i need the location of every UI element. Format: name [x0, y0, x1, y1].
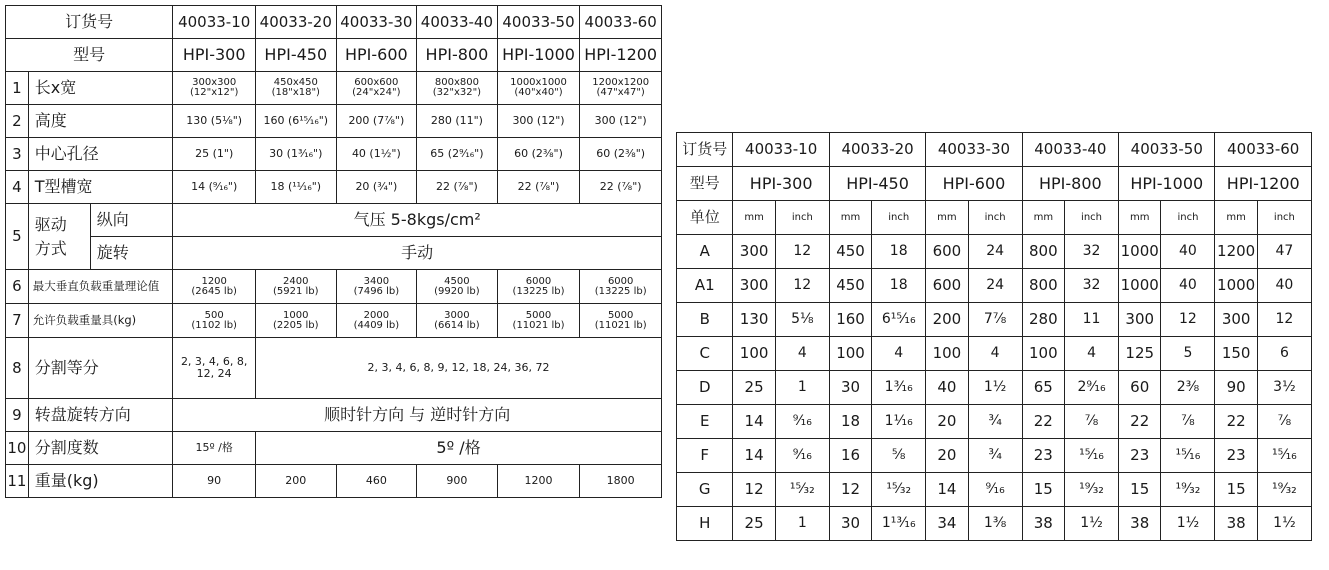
- model-row: [6, 39, 662, 72]
- allowed-load-cell: 5000 (11021 lb): [497, 304, 580, 338]
- dim-mm-cell: 800: [1022, 235, 1064, 269]
- spec-row-allowed-load: [6, 304, 662, 338]
- dim-mm-cell: 23: [1119, 439, 1161, 473]
- dim-mm-cell: 125: [1119, 337, 1161, 371]
- dim-order-cell: 40033-30: [926, 133, 1022, 167]
- dim-mm-cell: 160: [829, 303, 871, 337]
- dim-inch-cell: 1¹⁄₁₆: [872, 405, 926, 439]
- dim-inch-cell: 47: [1257, 235, 1311, 269]
- allowed-load-cell: 5000 (11021 lb): [580, 304, 662, 338]
- unit-inch: inch: [872, 201, 926, 235]
- dim-order-cell: 40033-20: [829, 133, 925, 167]
- dim-mm-cell: 14: [926, 473, 968, 507]
- dim-inch-cell: 40: [1161, 235, 1215, 269]
- dim-inch-cell: 11: [1064, 303, 1118, 337]
- dim-row-label: E: [677, 405, 733, 439]
- size-cell: 300x300 (12"x12"): [173, 72, 256, 105]
- height-cell: 130 (5⅛"): [173, 105, 256, 138]
- dim-mm-cell: 40: [926, 371, 968, 405]
- dim-inch-cell: ¹⁹⁄₃₂: [1161, 473, 1215, 507]
- dim-mm-cell: 15: [1022, 473, 1064, 507]
- row-label: 分割等分: [28, 338, 173, 399]
- row-label: T型槽宽: [28, 171, 173, 204]
- dim-mm-cell: 14: [733, 405, 775, 439]
- order-no-label: 订货号: [6, 6, 173, 39]
- height-cell: 300 (12"): [580, 105, 662, 138]
- dim-mm-cell: 100: [926, 337, 968, 371]
- dim-row-label: A1: [677, 269, 733, 303]
- dim-inch-cell: 1: [775, 371, 829, 405]
- row-label: 分割度数: [28, 432, 173, 465]
- dim-mm-cell: 15: [1215, 473, 1257, 507]
- dim-mm-cell: 65: [1022, 371, 1064, 405]
- dim-row-label: H: [677, 507, 733, 541]
- dim-model-cell: HPI-450: [829, 167, 925, 201]
- dim-inch-cell: 12: [1161, 303, 1215, 337]
- spec-row-weight: [6, 465, 662, 498]
- dim-model-cell: HPI-1000: [1119, 167, 1215, 201]
- unit-mm: mm: [733, 201, 775, 235]
- dim-mm-cell: 300: [1119, 303, 1161, 337]
- tslot-cell: 18 (¹¹⁄₁₆"): [256, 171, 337, 204]
- unit-mm: mm: [926, 201, 968, 235]
- dim-mm-cell: 60: [1119, 371, 1161, 405]
- load-cell: 3400 (7496 lb): [336, 270, 417, 304]
- dim-inch-cell: ⁹⁄₁₆: [775, 439, 829, 473]
- unit-mm: mm: [829, 201, 871, 235]
- dim-inch-cell: 2⁹⁄₁₆: [1064, 371, 1118, 405]
- dim-mm-cell: 38: [1119, 507, 1161, 541]
- order-no-cell: 40033-40: [417, 6, 498, 39]
- dim-order-cell: 40033-40: [1022, 133, 1118, 167]
- dim-mm-cell: 38: [1215, 507, 1257, 541]
- size-cell: 450x450 (18"x18"): [256, 72, 337, 105]
- dim-inch-cell: 12: [1257, 303, 1311, 337]
- dim-inch-cell: ¾: [968, 439, 1022, 473]
- model-label: 型号: [6, 39, 173, 72]
- dim-inch-cell: 24: [968, 235, 1022, 269]
- dim-inch-cell: 6¹⁵⁄₁₆: [872, 303, 926, 337]
- dim-order-cell: 40033-50: [1119, 133, 1215, 167]
- tslot-cell: 22 (⅞"): [497, 171, 580, 204]
- dim-mm-cell: 12: [733, 473, 775, 507]
- dim-unit-label: 单位: [677, 201, 733, 235]
- dim-mm-cell: 100: [1022, 337, 1064, 371]
- model-cell: HPI-450: [256, 39, 337, 72]
- dim-mm-cell: 22: [1022, 405, 1064, 439]
- dim-row-label: C: [677, 337, 733, 371]
- dim-mm-cell: 450: [829, 269, 871, 303]
- dim-inch-cell: ¹⁹⁄₃₂: [1064, 473, 1118, 507]
- dim-mm-cell: 1200: [1215, 235, 1257, 269]
- size-cell: 600x600 (24"x24"): [336, 72, 417, 105]
- dim-mm-cell: 150: [1215, 337, 1257, 371]
- unit-mm: mm: [1022, 201, 1064, 235]
- dim-mm-cell: 22: [1215, 405, 1257, 439]
- dim-inch-cell: 32: [1064, 269, 1118, 303]
- dim-inch-cell: 4: [1064, 337, 1118, 371]
- dim-inch-cell: ¹⁵⁄₃₂: [872, 473, 926, 507]
- dim-inch-cell: 1½: [1064, 507, 1118, 541]
- dim-inch-cell: 12: [775, 235, 829, 269]
- dim-inch-cell: 1³⁄₁₆: [872, 371, 926, 405]
- model-cell: HPI-600: [336, 39, 417, 72]
- dim-inch-cell: ⅝: [872, 439, 926, 473]
- dim-inch-cell: 32: [1064, 235, 1118, 269]
- dim-order-cell: 40033-60: [1215, 133, 1312, 167]
- dim-row: [677, 269, 1312, 303]
- weight-cell: 1200: [497, 465, 580, 498]
- load-cell: 4500 (9920 lb): [417, 270, 498, 304]
- dim-mm-cell: 130: [733, 303, 775, 337]
- unit-inch: inch: [968, 201, 1022, 235]
- dim-mm-cell: 12: [829, 473, 871, 507]
- spec-row-center-hole: [6, 138, 662, 171]
- row-label: 允许负载重量具(kg): [28, 304, 173, 338]
- height-cell: 300 (12"): [497, 105, 580, 138]
- dim-inch-cell: ⁹⁄₁₆: [968, 473, 1022, 507]
- dim-mm-cell: 30: [829, 507, 871, 541]
- dim-model-cell: HPI-800: [1022, 167, 1118, 201]
- weight-cell: 1800: [580, 465, 662, 498]
- dim-inch-cell: ¹⁵⁄₁₆: [1064, 439, 1118, 473]
- dim-mm-cell: 16: [829, 439, 871, 473]
- dim-inch-cell: 1¹³⁄₁₆: [872, 507, 926, 541]
- row-index: 6: [6, 270, 29, 304]
- dim-mm-cell: 23: [1022, 439, 1064, 473]
- center-hole-cell: 30 (1³⁄₁₆"): [256, 138, 337, 171]
- center-hole-cell: 25 (1"): [173, 138, 256, 171]
- row-label: 高度: [28, 105, 173, 138]
- dim-row: [677, 337, 1312, 371]
- center-hole-cell: 40 (1½"): [336, 138, 417, 171]
- dim-model-label: 型号: [677, 167, 733, 201]
- dim-mm-cell: 280: [1022, 303, 1064, 337]
- dim-row: [677, 371, 1312, 405]
- dim-row: [677, 235, 1312, 269]
- dimension-table: [676, 132, 1312, 541]
- dim-model-cell: HPI-300: [733, 167, 829, 201]
- dim-inch-cell: 18: [872, 269, 926, 303]
- dim-mm-cell: 450: [829, 235, 871, 269]
- model-cell: HPI-300: [173, 39, 256, 72]
- dim-row-label: G: [677, 473, 733, 507]
- model-cell: HPI-1200: [580, 39, 662, 72]
- spec-table: [5, 5, 662, 498]
- center-hole-cell: 60 (2⅜"): [580, 138, 662, 171]
- weight-cell: 900: [417, 465, 498, 498]
- dim-mm-cell: 800: [1022, 269, 1064, 303]
- row-index: 9: [6, 399, 29, 432]
- dim-inch-cell: ⅞: [1161, 405, 1215, 439]
- dim-mm-cell: 15: [1119, 473, 1161, 507]
- dim-mm-cell: 38: [1022, 507, 1064, 541]
- order-no-row: [6, 6, 662, 39]
- divisions-first: 2, 3, 4, 6, 8, 12, 24: [173, 338, 256, 399]
- dim-model-cell: HPI-1200: [1215, 167, 1312, 201]
- dim-order-label: 订货号: [677, 133, 733, 167]
- dim-mm-cell: 300: [733, 269, 775, 303]
- dim-mm-cell: 1000: [1119, 235, 1161, 269]
- drive-value: 气压 5-8kgs/cm²: [173, 204, 662, 237]
- dim-inch-cell: 4: [775, 337, 829, 371]
- dim-mm-cell: 100: [829, 337, 871, 371]
- tslot-cell: 22 (⅞"): [417, 171, 498, 204]
- dim-mm-cell: 600: [926, 269, 968, 303]
- row-index: 11: [6, 465, 29, 498]
- row-index: 3: [6, 138, 29, 171]
- dim-row: [677, 303, 1312, 337]
- dim-mm-cell: 30: [829, 371, 871, 405]
- dim-mm-cell: 23: [1215, 439, 1257, 473]
- dim-inch-cell: ⅞: [1064, 405, 1118, 439]
- tslot-cell: 22 (⅞"): [580, 171, 662, 204]
- dim-mm-cell: 18: [829, 405, 871, 439]
- size-cell: 1000x1000 (40"x40"): [497, 72, 580, 105]
- dim-model-cell: HPI-600: [926, 167, 1022, 201]
- dim-mm-cell: 300: [1215, 303, 1257, 337]
- dim-mm-cell: 90: [1215, 371, 1257, 405]
- dim-inch-cell: ¹⁹⁄₃₂: [1257, 473, 1311, 507]
- load-cell: 2400 (5921 lb): [256, 270, 337, 304]
- load-cell: 6000 (13225 lb): [580, 270, 662, 304]
- dim-inch-cell: 4: [872, 337, 926, 371]
- dim-inch-cell: ¹⁵⁄₃₂: [775, 473, 829, 507]
- tslot-cell: 14 (⁹⁄₁₆"): [173, 171, 256, 204]
- row-label: 转盘旋转方向: [28, 399, 173, 432]
- height-cell: 160 (6¹⁵⁄₁₆"): [256, 105, 337, 138]
- center-hole-cell: 60 (2⅜"): [497, 138, 580, 171]
- dim-inch-cell: 1½: [1257, 507, 1311, 541]
- spec-row-rotation: [6, 399, 662, 432]
- order-no-cell: 40033-20: [256, 6, 337, 39]
- row-label: 长x宽: [28, 72, 173, 105]
- spec-row-max-load: [6, 270, 662, 304]
- row-index: 7: [6, 304, 29, 338]
- dim-mm-cell: 1000: [1119, 269, 1161, 303]
- height-cell: 200 (7⅞"): [336, 105, 417, 138]
- dim-mm-cell: 200: [926, 303, 968, 337]
- row-label: 中心孔径: [28, 138, 173, 171]
- unit-mm: mm: [1119, 201, 1161, 235]
- degree-rest: 5º /格: [256, 432, 662, 465]
- dim-inch-cell: 3½: [1257, 371, 1311, 405]
- size-cell: 800x800 (32"x32"): [417, 72, 498, 105]
- dim-inch-cell: 7⅞: [968, 303, 1022, 337]
- spec-row-index-degree: [6, 432, 662, 465]
- dim-row: [677, 405, 1312, 439]
- row-index: 5: [6, 204, 29, 270]
- order-no-cell: 40033-10: [173, 6, 256, 39]
- row-label: 重量(kg): [28, 465, 173, 498]
- allowed-load-cell: 500 (1102 lb): [173, 304, 256, 338]
- weight-cell: 90: [173, 465, 256, 498]
- dim-inch-cell: 40: [1257, 269, 1311, 303]
- dim-row-label: B: [677, 303, 733, 337]
- unit-inch: inch: [775, 201, 829, 235]
- dim-inch-cell: 40: [1161, 269, 1215, 303]
- divisions-rest: 2, 3, 4, 6, 8, 9, 12, 18, 24, 36, 72: [256, 338, 662, 399]
- row-index: 2: [6, 105, 29, 138]
- dim-inch-cell: 2⅜: [1161, 371, 1215, 405]
- center-hole-cell: 65 (2⁹⁄₁₆"): [417, 138, 498, 171]
- order-no-cell: 40033-30: [336, 6, 417, 39]
- weight-cell: 460: [336, 465, 417, 498]
- dim-mm-cell: 25: [733, 371, 775, 405]
- dim-inch-cell: 6: [1257, 337, 1311, 371]
- order-no-cell: 40033-60: [580, 6, 662, 39]
- unit-inch: inch: [1064, 201, 1118, 235]
- load-cell: 6000 (13225 lb): [497, 270, 580, 304]
- dim-inch-cell: 1⅜: [968, 507, 1022, 541]
- dim-mm-cell: 22: [1119, 405, 1161, 439]
- load-cell: 1200 (2645 lb): [173, 270, 256, 304]
- dim-row: [677, 507, 1312, 541]
- unit-inch: inch: [1257, 201, 1311, 235]
- dim-model-row: [677, 167, 1312, 201]
- unit-inch: inch: [1161, 201, 1215, 235]
- row-label: 最大垂直负载重量理论值: [28, 270, 173, 304]
- dim-inch-cell: ⅞: [1257, 405, 1311, 439]
- dim-unit-row: [677, 201, 1312, 235]
- dim-mm-cell: 14: [733, 439, 775, 473]
- dim-mm-cell: 300: [733, 235, 775, 269]
- dim-inch-cell: 24: [968, 269, 1022, 303]
- row-index: 8: [6, 338, 29, 399]
- row-label: 驱动 方式: [28, 204, 90, 270]
- degree-first: 15º /格: [173, 432, 256, 465]
- dim-row: [677, 439, 1312, 473]
- spec-row-tslot: [6, 171, 662, 204]
- drive-sub-label: 旋转: [90, 237, 173, 270]
- unit-mm: mm: [1215, 201, 1257, 235]
- order-no-cell: 40033-50: [497, 6, 580, 39]
- dim-mm-cell: 600: [926, 235, 968, 269]
- dim-order-row: [677, 133, 1312, 167]
- dim-mm-cell: 100: [733, 337, 775, 371]
- dim-inch-cell: ⁹⁄₁₆: [775, 405, 829, 439]
- model-cell: HPI-800: [417, 39, 498, 72]
- dim-inch-cell: 18: [872, 235, 926, 269]
- dim-mm-cell: 20: [926, 405, 968, 439]
- dim-order-cell: 40033-10: [733, 133, 829, 167]
- dim-inch-cell: 5⅛: [775, 303, 829, 337]
- dim-row-label: F: [677, 439, 733, 473]
- spec-row-drive-2: [6, 237, 662, 270]
- rotation-value: 顺时针方向 与 逆时针方向: [173, 399, 662, 432]
- dim-inch-cell: 1½: [1161, 507, 1215, 541]
- spec-row-size: [6, 72, 662, 105]
- weight-cell: 200: [256, 465, 337, 498]
- dim-inch-cell: ¾: [968, 405, 1022, 439]
- dim-row-label: A: [677, 235, 733, 269]
- dim-mm-cell: 34: [926, 507, 968, 541]
- row-index: 10: [6, 432, 29, 465]
- size-cell: 1200x1200 (47"x47"): [580, 72, 662, 105]
- drive-sub-label: 纵向: [90, 204, 173, 237]
- allowed-load-cell: 3000 (6614 lb): [417, 304, 498, 338]
- height-cell: 280 (11"): [417, 105, 498, 138]
- dim-inch-cell: 12: [775, 269, 829, 303]
- dim-row: [677, 473, 1312, 507]
- dim-mm-cell: 20: [926, 439, 968, 473]
- dim-inch-cell: 1½: [968, 371, 1022, 405]
- allowed-load-cell: 2000 (4409 lb): [336, 304, 417, 338]
- dim-body: [677, 235, 1312, 541]
- spec-row-drive-1: [6, 204, 662, 237]
- model-cell: HPI-1000: [497, 39, 580, 72]
- dim-inch-cell: 5: [1161, 337, 1215, 371]
- dim-row-label: D: [677, 371, 733, 405]
- spec-row-divisions: [6, 338, 662, 399]
- tslot-cell: 20 (¾"): [336, 171, 417, 204]
- drive-value: 手动: [173, 237, 662, 270]
- dim-inch-cell: ¹⁵⁄₁₆: [1257, 439, 1311, 473]
- dim-inch-cell: ¹⁵⁄₁₆: [1161, 439, 1215, 473]
- row-index: 1: [6, 72, 29, 105]
- dim-mm-cell: 25: [733, 507, 775, 541]
- dim-inch-cell: 1: [775, 507, 829, 541]
- allowed-load-cell: 1000 (2205 lb): [256, 304, 337, 338]
- dim-inch-cell: 4: [968, 337, 1022, 371]
- row-index: 4: [6, 171, 29, 204]
- spec-row-height: [6, 105, 662, 138]
- dim-mm-cell: 1000: [1215, 269, 1257, 303]
